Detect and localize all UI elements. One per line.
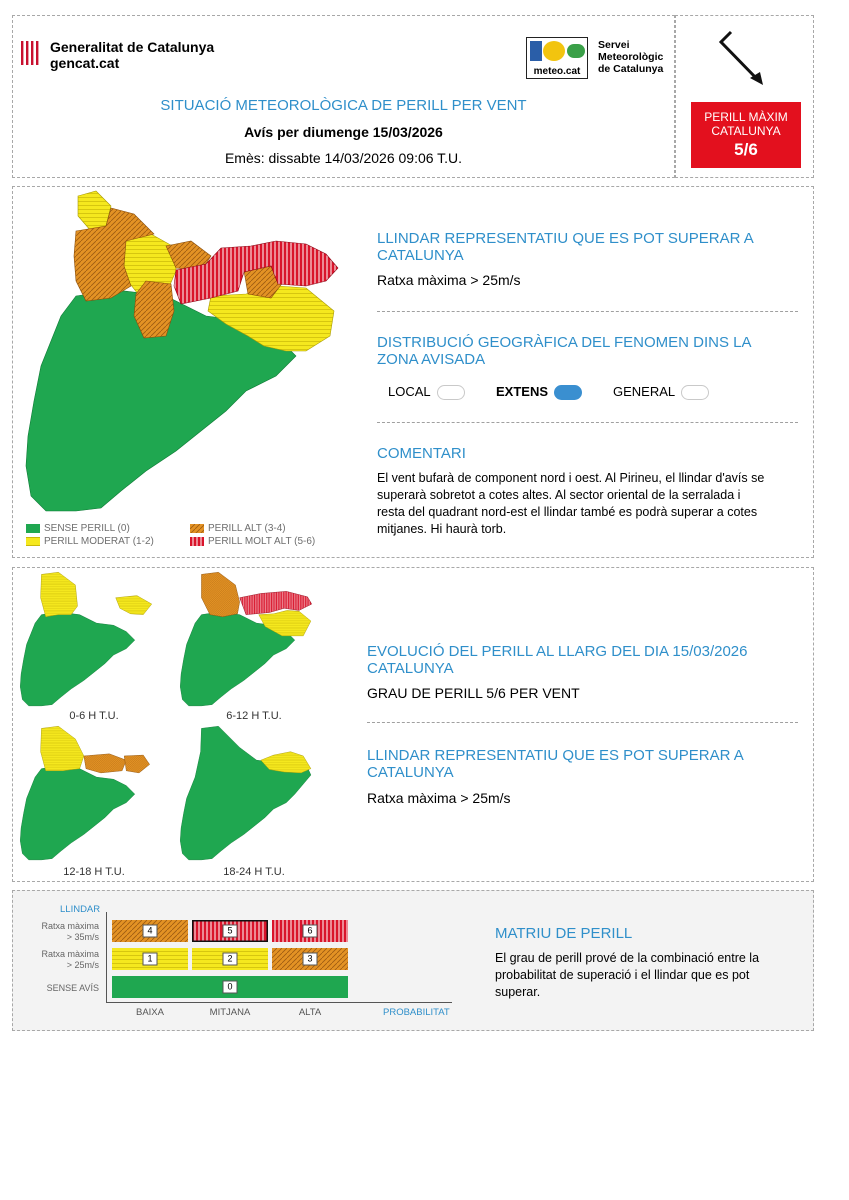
matrix-cell-2-value: 2 [223,953,238,966]
matrix-cell-0 [112,976,348,998]
toggle-extens [554,385,582,400]
threshold-title: LLINDAR REPRESENTATIU QUE ES POT SUPERAR A CATALUNYA [377,230,753,264]
max-danger-value: 5/6 [734,140,758,159]
distribution-label-extens: EXTENS [496,384,549,399]
matrix-row-label-3 [14,983,99,994]
matrix-row-label-1 [14,921,99,943]
legend-swatch-yellow [26,537,40,546]
map-label-18-24: 18-24 H T.U. [223,866,285,878]
matrix-cell-5 [192,920,268,942]
matrix-row-label-1-line1: Ratxa màxima [41,921,99,931]
matrix-x-axis [106,1002,452,1003]
smc-name-line2: Meteorològic [598,51,664,63]
smc-logo-graphic [526,37,588,79]
matrix-description: El grau de perill prové de la combinació entre la probabilitat de superació i el llindar que es pot superar. [495,951,760,999]
smc-name-line3: de Catalunya [598,63,664,75]
wind-direction-arrow-icon [714,28,774,88]
matrix-row-label-3-line1: SENSE AVÍS [46,983,99,993]
distribution-option-general [613,384,709,400]
map-zone-orange-central [134,281,174,338]
distribution-label-general: GENERAL [613,384,676,399]
distribution-title: DISTRIBUCIÓ GEOGRÀFICA DEL FENOMEN DINS LA ZONA AVISADA [377,334,751,368]
bulletin-date: Avís per diumenge 15/03/2026 [244,124,443,140]
matrix-col-label-alta: ALTA [298,1007,322,1018]
distribution-option-extens [496,384,582,400]
map-12-18 [16,722,156,862]
max-danger-badge [691,102,801,168]
legend-label-3: PERILL MOLT ALT (5-6) [208,536,316,547]
map-label-0-6: 0-6 H T.U. [69,710,119,722]
matrix-cell-2 [192,948,268,970]
legend-label-0: SENSE PERILL (0) [44,523,130,534]
matrix-row-label-1-line2: > 35m/s [66,932,99,942]
matrix-cell-3 [272,948,348,970]
max-danger-label-2: CATALUNYA [711,124,781,138]
matrix-col-label-mitjana: MITJANA [209,1007,251,1018]
bulletin-issued: Emès: dissabte 14/03/2026 09:06 T.U. [224,150,463,166]
legend-label-2: PERILL ALT (3-4) [208,523,286,534]
legend-label-1: PERILL MODERAT (1-2) [44,536,154,547]
matrix-cell-1-value: 1 [143,953,158,966]
divider [367,722,798,723]
map-6-12 [176,568,316,708]
smc-logo [526,37,676,81]
divider [377,311,798,312]
max-danger-label-1: PERILL MÀXIM [704,110,788,124]
legend-swatch-orange [190,524,204,533]
smc-name-line1: Servei [598,39,630,51]
map-label-6-12: 6-12 H T.U. [226,710,282,722]
legend-swatch-green [26,524,40,533]
evolution-threshold-title: LLINDAR REPRESENTATIU QUE ES POT SUPERAR A CATALUNYA [367,747,743,781]
matrix-row-label-2 [14,949,99,971]
distribution-label-local: LOCAL [388,384,431,399]
comments-title: COMENTARI [377,445,466,462]
matrix-row-label-2-line2: > 25m/s [66,960,99,970]
matrix-cell-6-value: 6 [303,925,318,938]
divider [377,422,798,423]
matrix-title: MATRIU DE PERILL [495,925,633,942]
matrix-x-axis-title: PROBABILITAT [383,1007,450,1018]
legend-swatch-red [190,537,204,546]
toggle-general [681,385,709,400]
senyera-icon [18,38,42,68]
comments-text: El vent bufarà de component nord i oest. Al Pirineu, el llindar d'avís se superarà sobretot a cotes altes. Al sector oriental de la serralada i resta del quadrant nord-est el llindar també es podrà superar a cotes mitjanes. Hi haurà torb. [377,471,765,536]
gencat-url: gencat.cat [50,55,120,71]
evolution-title: EVOLUCIÓ DEL PERILL AL LLARG DEL DIA 15/03/2026 CATALUNYA [367,643,748,677]
matrix-cell-0-value: 0 [223,981,238,994]
matrix-cell-5-value: 5 [223,925,238,938]
bulletin-title: SITUACIÓ METEOROLÒGICA DE PERILL PER VENT [160,97,527,114]
toggle-local [437,385,465,400]
matrix-y-axis-title: LLINDAR [60,904,101,915]
distribution-option-local [388,384,465,400]
matrix-row-label-2-line1: Ratxa màxima [41,949,99,959]
map-label-12-18: 12-18 H T.U. [63,866,125,878]
matrix-cell-6 [272,920,348,942]
threshold-value: Ratxa màxima > 25m/s [377,272,521,288]
map-0-6 [16,568,156,708]
matrix-cell-1 [112,948,188,970]
gencat-name: Generalitat de Catalunya [50,39,215,55]
matrix-cell-4-value: 4 [143,925,158,938]
map-18-24 [176,722,316,862]
gencat-logo [18,38,218,70]
matrix-cell-4 [112,920,188,942]
smc-logo-label: meteo.cat [533,66,581,77]
catalonia-danger-map [16,186,346,516]
evolution-value: GRAU DE PERILL 5/6 PER VENT [367,685,580,701]
matrix-col-label-baixa: BAIXA [136,1007,164,1018]
evolution-threshold-value: Ratxa màxima > 25m/s [367,790,511,806]
matrix-y-axis [106,912,107,1002]
matrix-cell-3-value: 3 [303,953,318,966]
